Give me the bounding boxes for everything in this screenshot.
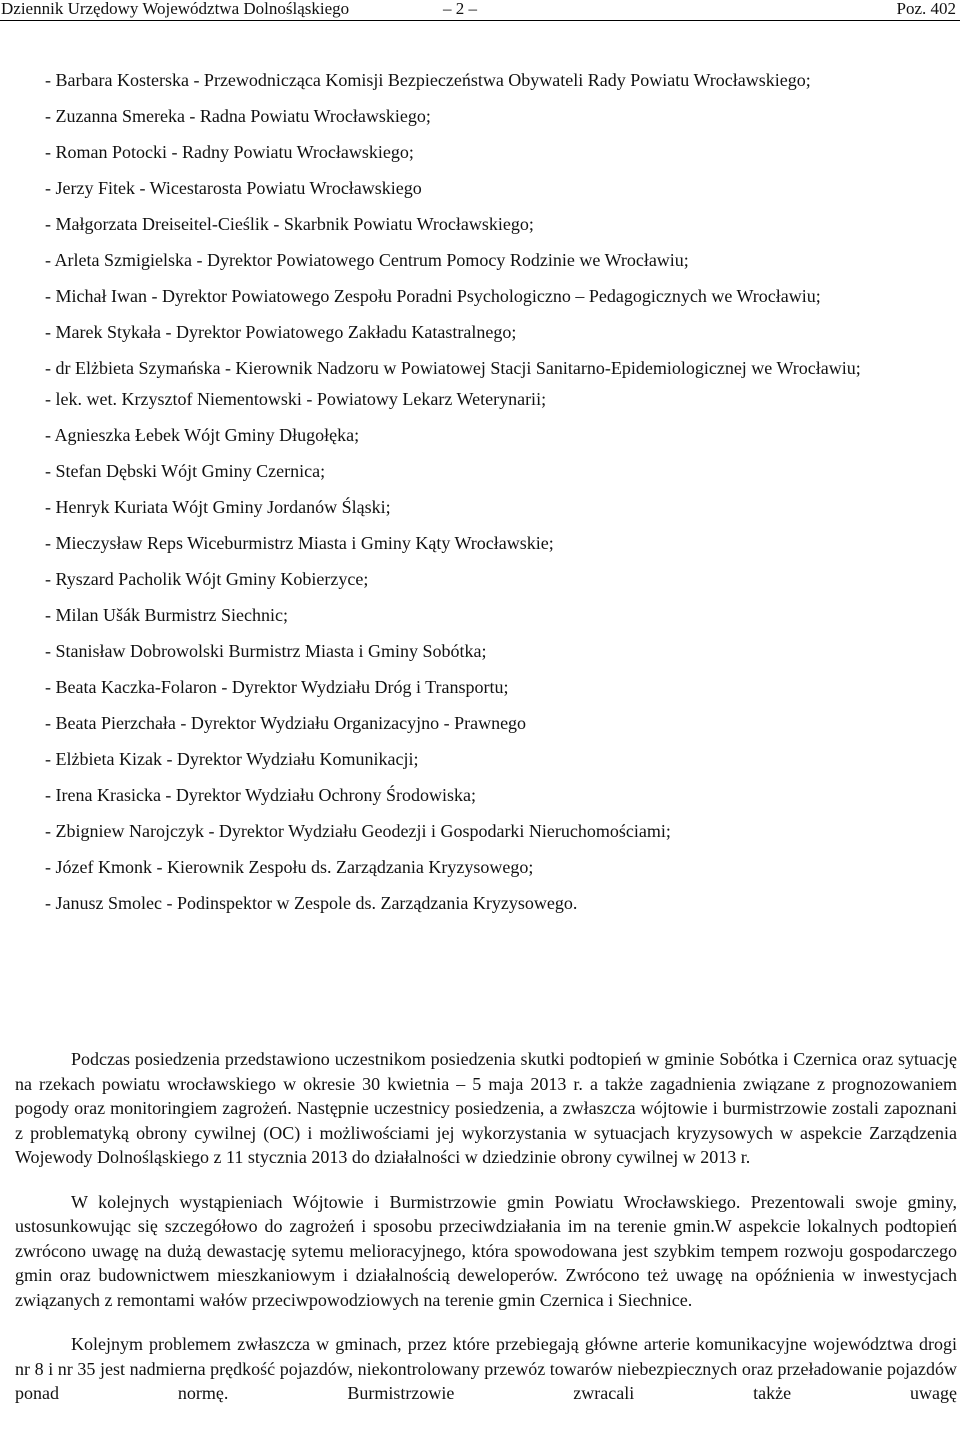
paragraph: Kolejnym problemem zwłaszcza w gminach, przez które przebiegają główne arterie komunikacyjne województwa drogi nr 8 i nr 35 jest nadmierna prędkość pojazdów, niekontrolowany przewóz towarów niebezpiecznych oraz przeładowanie pojazdów ponad normę. Burmistrzowie zwracali także uwagę <box>15 1334 957 1403</box>
list-item: - Janusz Smolec - Podinspektor w Zespole ds. Zarządzania Kryzysowego. <box>45 893 578 913</box>
list-item: - Milan Ušák Burmistrz Siechnic; <box>45 605 288 625</box>
list-item: - Agnieszka Łebek Wójt Gminy Długołęka; <box>45 425 360 445</box>
list-item: - Beata Kaczka-Folaron - Dyrektor Wydziału Dróg i Transportu; <box>45 677 509 697</box>
list-item: - Henryk Kuriata Wójt Gminy Jordanów Śląski; <box>45 497 391 517</box>
list-item: - Jerzy Fitek - Wicestarosta Powiatu Wrocławskiego <box>45 178 422 198</box>
list-item: - Stanisław Dobrowolski Burmistrz Miasta i Gminy Sobótka; <box>45 641 487 661</box>
list-item: - lek. wet. Krzysztof Niementowski - Powiatowy Lekarz Weterynarii; <box>45 389 547 409</box>
list-item: - Irena Krasicka - Dyrektor Wydziału Ochrony Środowiska; <box>45 785 476 805</box>
item-number: Poz. 402 <box>896 0 956 18</box>
list-item: - Małgorzata Dreiseitel-Cieślik - Skarbnik Powiatu Wrocławskiego; <box>45 214 534 234</box>
list-item: - Marek Stykała - Dyrektor Powiatowego Zakładu Katastralnego; <box>45 322 517 342</box>
list-item: - Zuzanna Smereka - Radna Powiatu Wrocławskiego; <box>45 106 431 126</box>
page-header <box>0 0 960 21</box>
list-item: - Ryszard Pacholik Wójt Gminy Kobierzyce; <box>45 569 369 589</box>
list-item: - Michał Iwan - Dyrektor Powiatowego Zespołu Poradni Psychologiczno – Pedagogicznych we Wrocławiu; <box>45 286 821 306</box>
page-number: – 2 – <box>443 0 477 18</box>
list-item: - Stefan Dębski Wójt Gminy Czernica; <box>45 461 326 481</box>
list-item: - Józef Kmonk - Kierownik Zespołu ds. Zarządzania Kryzysowego; <box>45 857 534 877</box>
list-item: - Mieczysław Reps Wiceburmistrz Miasta i Gminy Kąty Wrocławskie; <box>45 533 554 553</box>
paragraph: Podczas posiedzenia przedstawiono uczestnikom posiedzenia skutki podtopień w gminie Sobótka i Czernica oraz sytuację na rzekach powiatu wrocławskiego w okresie 30 kwietnia – 5 maja 2013 r. a także zagadnienia związane z prognozowaniem pogody oraz monitoringiem zagrożeń. Następnie uczestnicy posiedzenia, a zwłaszcza wójtowie i burmistrzowie zostali zapoznani z problematyką obrony cywilnej (OC) i możliwościami jej wykorzystania w sytuacjach kryzysowych w aspekcie Zarządzenia Wojewody Dolnośląskiego z 11 stycznia 2013 do działalności w dziedzinie obrony cywilnej w 2013 r. <box>15 1049 957 1167</box>
list-item: - Beata Pierzchała - Dyrektor Wydziału Organizacyjno - Prawnego <box>45 713 527 733</box>
list-item: - Barbara Kosterska - Przewodnicząca Komisji Bezpieczeństwa Obywateli Rady Powiatu Wrocławskiego; <box>45 70 811 90</box>
list-item: - Zbigniew Narojczyk - Dyrektor Wydziału Geodezji i Gospodarki Nieruchomościami; <box>45 821 671 841</box>
list-item: - Arleta Szmigielska - Dyrektor Powiatowego Centrum Pomocy Rodzinie we Wrocławiu; <box>45 250 689 270</box>
journal-title: Dziennik Urzędowy Województwa Dolnośląskiego <box>1 0 350 18</box>
list-item: - dr Elżbieta Szymańska - Kierownik Nadzoru w Powiatowej Stacji Sanitarno-Epidemiologicznej we Wrocławiu; <box>45 358 861 378</box>
paragraph: W kolejnych wystąpieniach Wójtowie i Burmistrzowie gmin Powiatu Wrocławskiego. Prezentowali swoje gminy, ustosunkowując się szczegółowo do zagrożeń i sposobu przeciwdziałania im na terenie gmin.W aspekcie lokalnych podtopień zwrócono uwagę na dużą dewastację sytemu melioracyjnego, która spowodowana jest szybkim tempem rozwoju gospodarczego gmin oraz budownictwem mieszkaniowym i działalnością deweloperów. Zwrócono też uwagę na opóźnienia w inwestycjach związanych z remontami wałów przeciwpowodziowych na terenie gmin Czernica i Siechnice. <box>15 1191 957 1310</box>
list-item: - Roman Potocki - Radny Powiatu Wrocławskiego; <box>45 142 414 162</box>
list-item: - Elżbieta Kizak - Dyrektor Wydziału Komunikacji; <box>45 749 419 769</box>
attendee-list <box>45 69 958 928</box>
body-text <box>15 1047 957 1426</box>
